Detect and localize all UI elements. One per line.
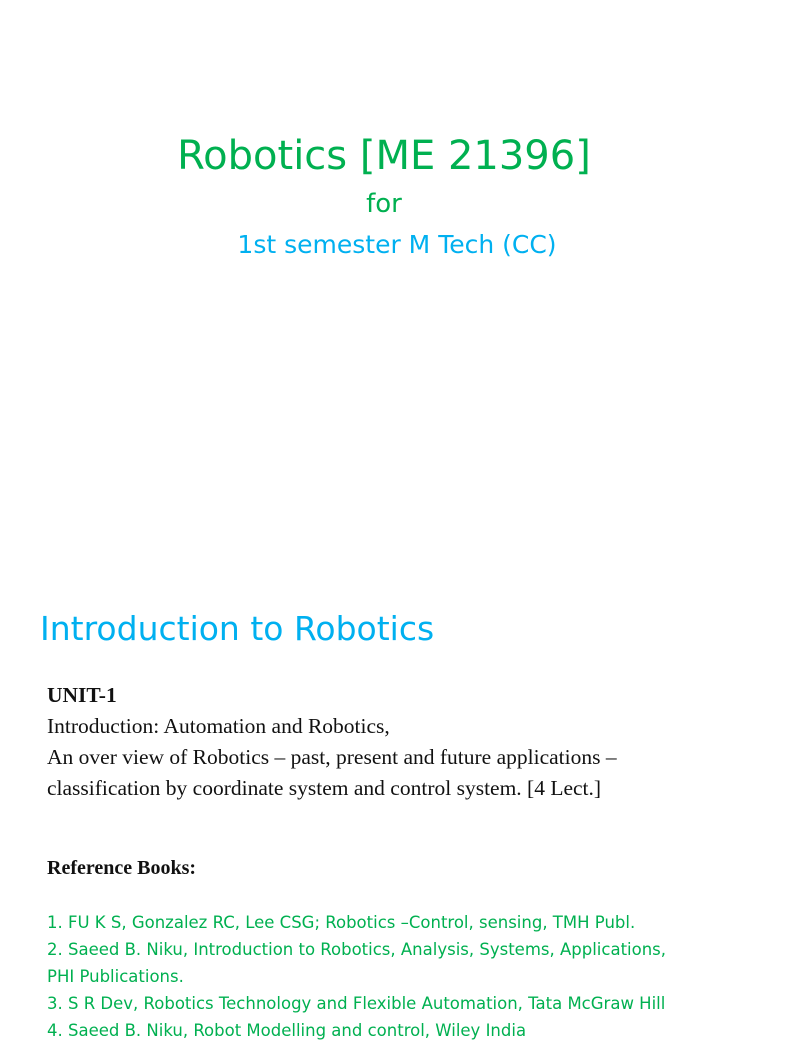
unit-line: classification by coordinate system and control system. [4 Lect.] <box>47 776 602 800</box>
references-list <box>47 909 787 1044</box>
unit-title: UNIT-1 <box>47 683 117 707</box>
unit-block <box>47 680 747 804</box>
unit-line: Introduction: Automation and Robotics, <box>47 714 390 738</box>
reference-item: 2. Saeed B. Niku, Introduction to Robotics, Analysis, Systems, Applications, <box>47 940 667 959</box>
course-title: Robotics [ME 21396] <box>177 133 591 179</box>
reference-item: 4. Saeed B. Niku, Robot Modelling and control, Wiley India <box>47 1021 527 1040</box>
course-subtitle: 1st semester M Tech (CC) <box>237 230 557 259</box>
intro-heading: Introduction to Robotics <box>40 609 435 648</box>
reference-item: 1. FU K S, Gonzalez RC, Lee CSG; Robotics –Control, sensing, TMH Publ. <box>47 913 636 932</box>
reference-item: PHI Publications. <box>47 967 184 986</box>
reference-item: 3. S R Dev, Robotics Technology and Flexible Automation, Tata McGraw Hill <box>47 994 666 1013</box>
for-text: for <box>366 189 402 219</box>
intro-slide <box>0 576 768 1040</box>
unit-line: An over view of Robotics – past, present and future applications – <box>47 745 617 769</box>
references-title: Reference Books: <box>47 857 197 879</box>
